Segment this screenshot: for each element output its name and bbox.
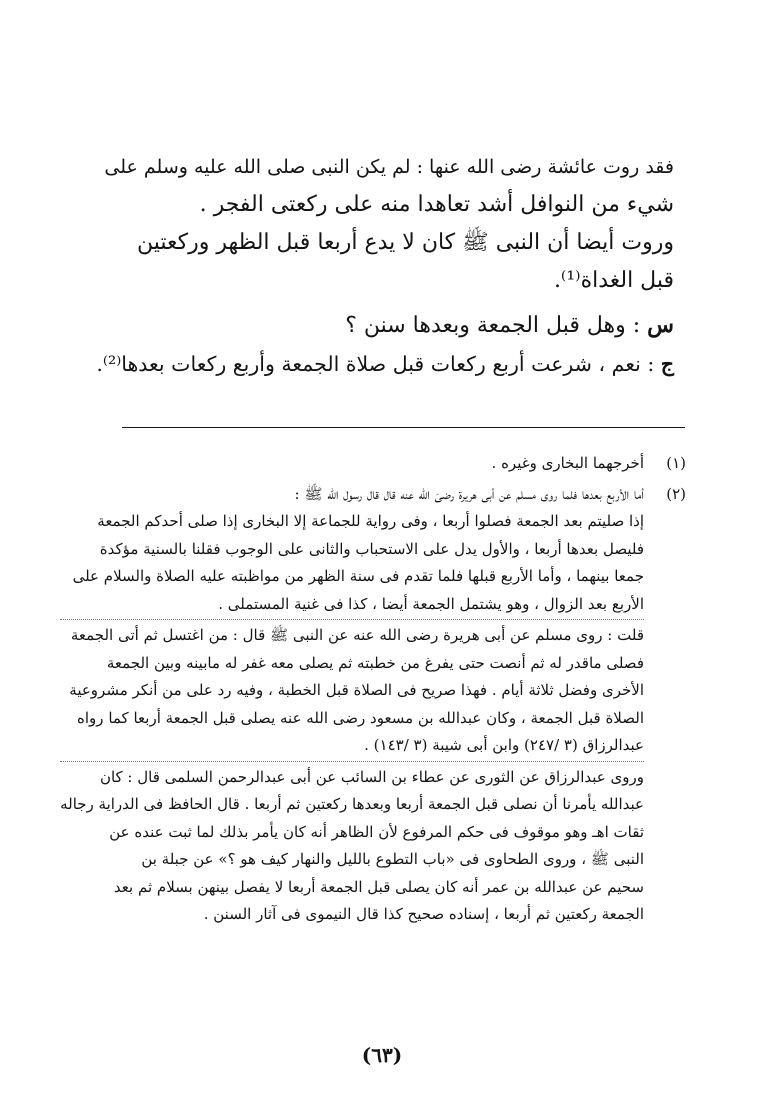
footnote-1 [76,450,686,478]
answer-line [94,345,674,383]
footnotes [60,450,686,929]
footnote-line: عبدالله يأمرنا أن نصلى قبل الجمعة أربعا وبعدها ركعتين ثم أربعا . قال الحافظ فى الدراية رجاله [60,795,644,813]
footnote-line: أما الأربع بعدها فلما روى مسلم عن أبى هريرة رضىَ الله عنه قال قال رسول الله ﷺ : [294,484,644,503]
question-line [94,306,674,345]
footnote-2 [60,481,686,929]
footnote-number: (٢) [666,484,686,503]
footnote-line: فصلى ماقدر له ثم أنصت حتى يفرغ من خطبته ثم يصلى معه غفر له مابينه وبين الجمعة [106,653,644,672]
answer-text: : نعم ، شرعت أربع ركعات قبل صلاة الجمعة وأربع ركعات بعدها⁽²⁾. [96,352,655,376]
footnote-line: فليصل بعدها أربعا ، والأول يدل على الاستحباب والثانى على الوجوب فقلنا بالسنية مؤكدة [99,539,644,558]
footnote-line: النبى ﷺ ، وروى الطحاوى فى «باب التطوع بالليل والنهار كيف هو ؟» عن جبلة بن [141,850,644,868]
footnote-line: الصلاة قبل الجمعة ، وكان عبدالله بن مسعود رضى الله عنه يصلى قبل الجمعة أربعا كما رواه [77,708,644,727]
footnote-text: أخرجهما البخارى وغيره . [491,454,644,472]
footnote-line: جمعا بينهما ، وأما الأربع قبلها فلما تقدم فى سنة الظهر من مواظبته عليه الصلاة والسلام على [72,567,644,585]
footnote-line: إذا صليتم بعد الجمعة فصلوا أربعا ، وفى رواية للجماعة إلا البخارى إذا صلى أحدكم الجمعة [97,512,644,530]
paragraph-separator [60,619,644,620]
main-line: قبل الغداة⁽¹⁾. [553,268,674,293]
footnote-line: الأخرى وفضل ثلاثة أيام . فهذا صريح فى الصلاة قبل الخطبة ، وفيه رد على من أنكر مشروعية [69,681,644,699]
footnote-line: الجمعة ركعتين ثم أربعا ، إسناده صحيح كذا قال النيموى فى آثار السنن . [203,905,644,923]
footnote-number: (١) [666,454,686,472]
main-line: وروت أيضا أن النبى ﷺ كان لا يدع أربعا قبل الظهر وركعتين [137,230,674,255]
main-line: شيء من النوافل أشد تعاهدا منه على ركعتى الفجر . [199,192,674,217]
paragraph-separator [60,761,644,762]
footnote-line: وروى عبدالرزاق عن الثورى عن عطاء بن السائب عن أبى عبدالرحمن السلمى قال : كان [99,767,644,786]
footnote-line: عبدالرزاق (٣ /٢٤٧) وابن أبى شيبة (٣ /١٤٣) . [364,736,644,754]
footnote-line: الأربع بعد الزوال ، وهو يشتمل الجمعة أيضا ، كذا فى غنية المستملى . [218,594,644,613]
question-letter: س [647,312,674,338]
footnote-line: سحيم عن عبدالله بن عمر أنه كان يصلى قبل الجمعة أربعا لا يفصل بينهن بسلام ثم بعد [113,877,644,896]
answer-letter: ج [660,352,674,376]
main-text [94,148,674,383]
footnote-line: ثقات اهـ وهو موقوف فى حكم المرفوع لأن الظاهر أنه كان يأمر بذلك لما ثبت عنده عن [109,822,644,841]
footnote-paragraph [60,622,644,760]
footnote-paragraph [60,481,644,619]
footnote-paragraph [60,764,644,929]
main-line: فقد روت عائشة رضى الله عنها : لم يكن النبى صلى الله عليه وسلم على [104,156,674,178]
question-text: : وهل قبل الجمعة وبعدها سنن ؟ [345,313,641,338]
footnote-divider [122,427,685,428]
page-number: (٦٣) [361,1043,403,1067]
footnote-line: قلت : روى مسلم عن أبى هريرة رضى الله عنه عن النبى ﷺ قال : من اغتسل ثم أتى الجمعة [70,626,644,644]
